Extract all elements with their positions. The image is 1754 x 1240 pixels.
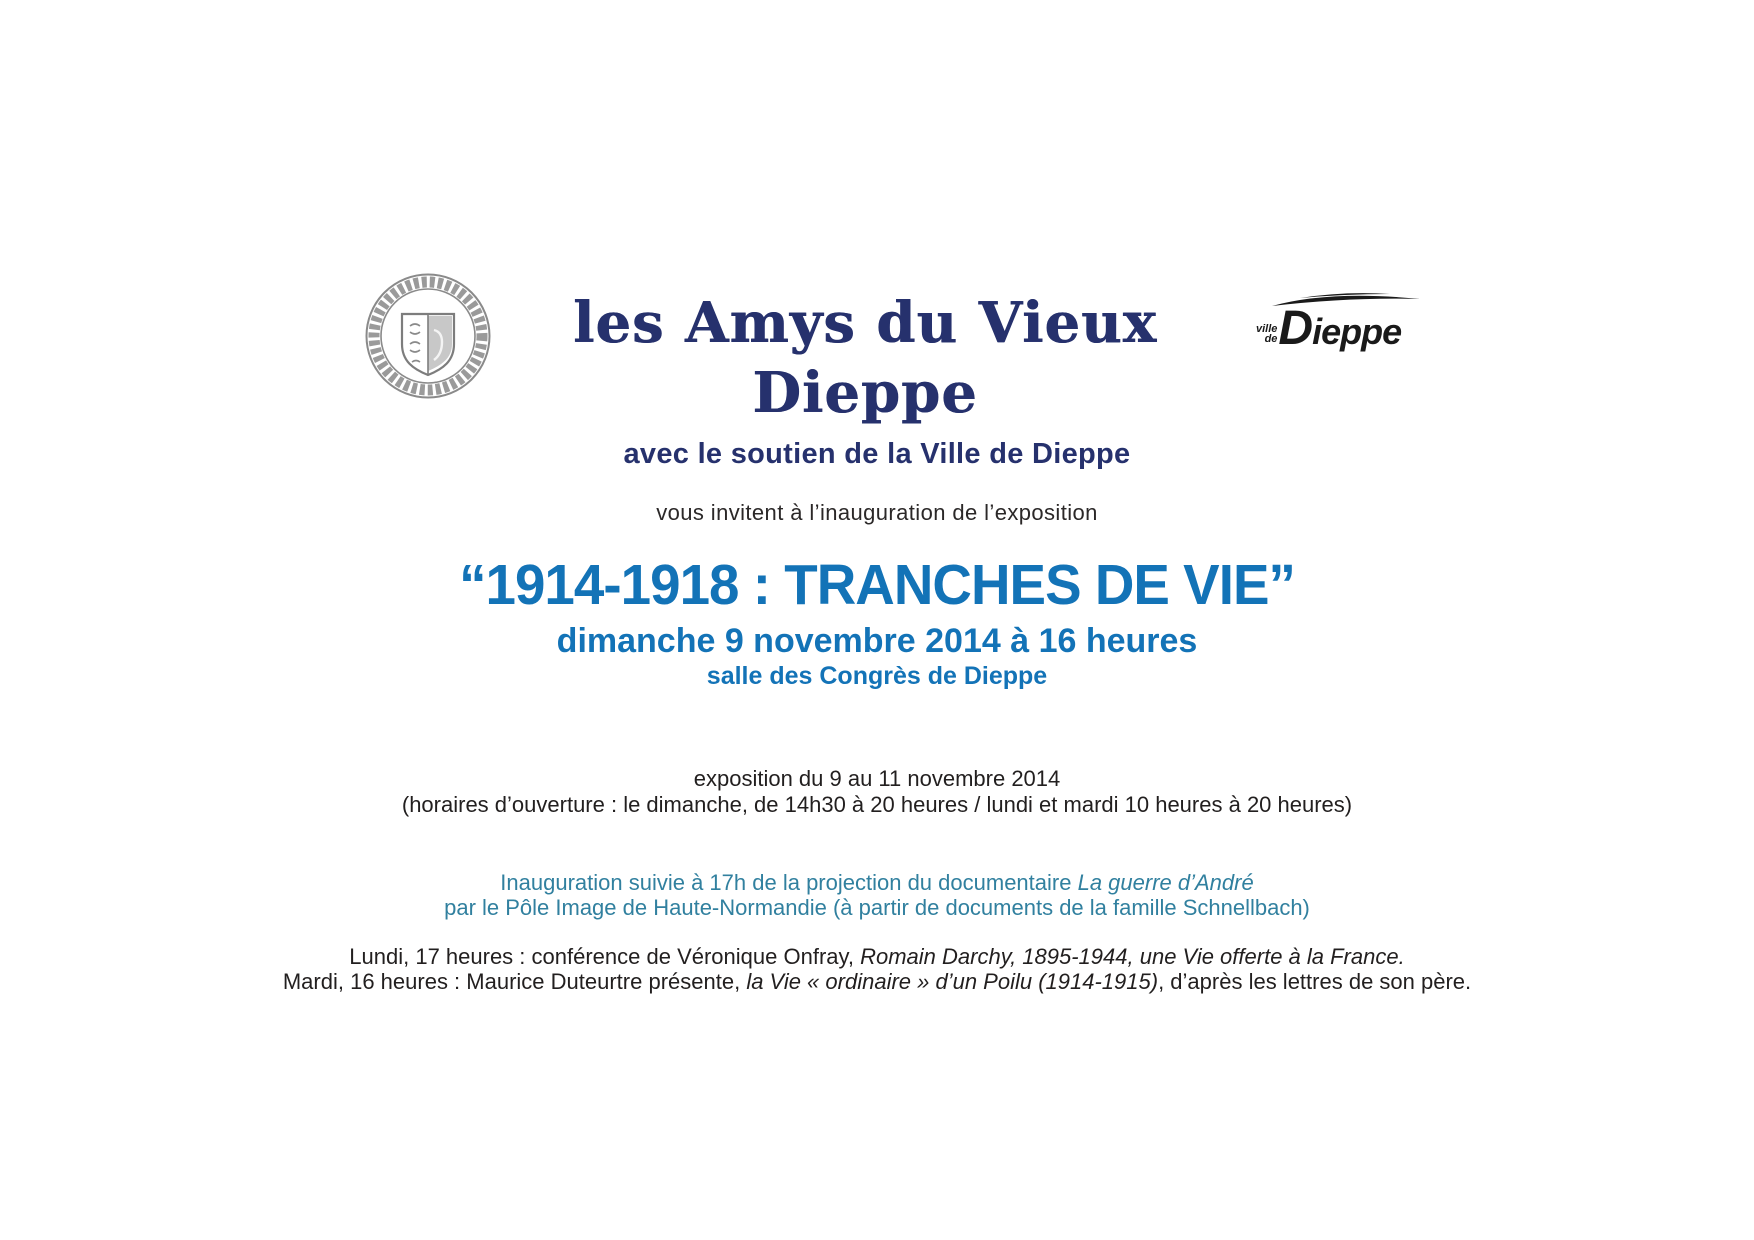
monday-text: Lundi, 17 heures : conférence de Véronique Onfray,: [349, 944, 861, 969]
event-venue-line: salle des Congrès de Dieppe: [706, 662, 1048, 690]
event-date-line: dimanche 9 novembre 2014 à 16 heures: [556, 622, 1198, 660]
tuesday-talk-title: la Vie « ordinaire » d’un Poilu (1914-1915): [746, 969, 1159, 994]
org-name-title: les Amys du Vieux Dieppe: [572, 290, 1158, 426]
logo-swoosh-icon: [1270, 290, 1425, 308]
inauguration-text: Inauguration suivie à 17h de la projection du documentaire: [500, 870, 1078, 895]
monday-lecture-title: Romain Darchy, 1895-1944, une Vie offerte à la France.: [860, 944, 1405, 969]
logo-prefix-line1: ville: [1256, 323, 1278, 335]
logo-prefix-line2: de: [1264, 333, 1278, 345]
exhibition-title: “1914-1918 : TRANCHES DE VIE”: [459, 553, 1295, 617]
inauguration-line: [0, 870, 1754, 896]
documentary-title: La guerre d’André: [1077, 870, 1254, 895]
exhibition-hours-line: (horaires d’ouverture : le dimanche, de 14h30 à 20 heures / lundi et mardi 10 heures à 20 heures): [401, 792, 1353, 817]
tuesday-program-line: [0, 969, 1754, 995]
monday-program-line: [0, 944, 1754, 970]
support-line: avec le soutien de la Ville de Dieppe: [623, 438, 1131, 470]
logo-city-name: Dieppe: [1278, 302, 1402, 355]
exhibition-dates-line: exposition du 9 au 11 novembre 2014: [693, 766, 1061, 791]
logo-prefix: [1256, 324, 1277, 352]
invite-line: vous invitent à l’inauguration de l’exposition: [656, 500, 1098, 525]
tuesday-text: Mardi, 16 heures : Maurice Duteurtre présente,: [282, 969, 747, 994]
pole-image-line: par le Pôle Image de Haute-Normandie (à partir de documents de la famille Schnellbach): [444, 895, 1310, 920]
ville-de-dieppe-logo: [1256, 292, 1436, 355]
tuesday-text-suffix: , d’après les lettres de son père.: [1158, 969, 1472, 994]
